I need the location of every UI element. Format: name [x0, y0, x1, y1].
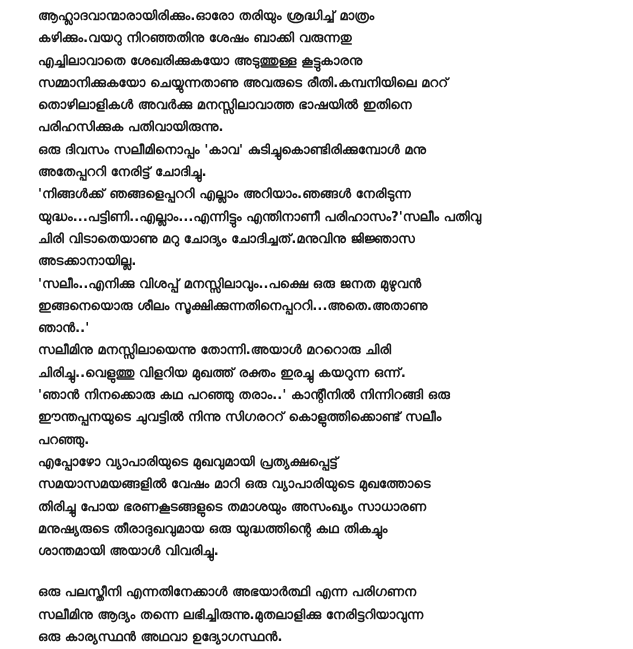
text-line: യുദ്ധം...പട്ടിണി..എല്ലാം...എന്നിട്ടും എന്തിനാണീ പരിഹാസം?'സലീം പതിവു [38, 209, 482, 225]
paragraph-3 [38, 184, 598, 273]
text-line: ഒരു കാര്യസ്ഥൻ അഥവാ ഉദ്യോഗസ്ഥൻ. [38, 630, 283, 646]
text-line: 'നിങ്ങൾക്ക് ഞങ്ങളെപ്പററി എല്ലാം അറിയാം.ഞങ്ങൾ നേരിടുന്ന [38, 187, 411, 203]
text-line: ഞാൻ..' [38, 321, 90, 337]
text-line: ഈന്തപ്പനയുടെ ചുവട്ടിൽ നിന്നു സിഗരററ് കൊളുത്തിക്കൊണ്ട് സലീം [38, 410, 442, 426]
text-line: ഇങ്ങനെയൊരു ശീലം സൂക്ഷിക്കുന്നതിനെപ്പററി...അതെ.അതാണു [38, 298, 428, 314]
text-line: ആഹ്ലാദവാന്മാരായിരിക്കും.ഓരോ തരിയും ശ്രദ്ധിച്ച് മാത്രം [38, 9, 375, 24]
text-line: എച്ചിലാവാതെ ശേഖരിക്കുകയോ അടുത്തുള്ള കൂട്ടുകാരനു [38, 53, 363, 69]
text-line: സമ്മാനിക്കുകയോ ചെയ്യുന്നതാണു അവരുടെ രീതി.കമ്പനിയിലെ മററ് [38, 75, 449, 91]
text-line: 'സലീം..എനിക്കു വിശപ്പ് മനസ്സിലാവും..പക്ഷെ ഒരു ജനത മുഴുവൻ [38, 276, 422, 292]
text-line: ചിരിച്ചു..വെളുത്തു വിളറിയ മുഖത്ത് രക്തം ഇരച്ചു കയറുന്ന ഒന്ന്. [38, 365, 406, 381]
text-line: പരിഹസിക്കുക പതിവായിരുന്നു. [38, 120, 224, 136]
text-line: എപ്പോഴോ വ്യാപാരിയുടെ മുഖവുമായി പ്രത്യക്ഷപ്പെട്ട് [38, 454, 339, 470]
text-line: ശാന്തമായി അയാൾ വിവരിച്ചു. [38, 544, 219, 560]
text-line: സലീമിനു മനസ്സിലായെന്നു തോന്നി.അയാൾ മററൊരു ചിരി [38, 343, 392, 359]
text-line: പറഞ്ഞു. [38, 432, 90, 448]
text-line: സലീമിനു ആദ്യം തന്നെ ലഭിച്ചിരുന്നു.മുതലാളിക്കു നേരിട്ടറിയാവുന്ന [38, 607, 424, 623]
text-line: ഒരു പലസ്തീനി എന്നതിനേക്കാൾ അഭയാർത്ഥി എന്ന പരിഗണന [38, 585, 417, 601]
text-line: 'ഞാൻ നിനക്കൊരു കഥ പറഞ്ഞു തരാം..' കാന്റീനിൽ നിന്നിറങ്ങി ഒരു [38, 388, 451, 404]
text-line: തൊഴിലാളികൾ അവർക്കു മനസ്സിലാവാത്ത ഭാഷയിൽ ഇതിനെ [38, 98, 412, 114]
text-line: മനുഷ്യരുടെ തീരാദുഖവുമായ ഒരു യുദ്ധത്തിന്റെ കഥ തികച്ചും [38, 521, 388, 537]
paragraph-5 [38, 340, 598, 451]
text-line: ചിരി വിടാതെയാണു മറു ചോദ്യം ചോദിച്ചത്.മനുവിനു ജിജ്ഞാസ [38, 231, 415, 247]
text-line: അതേപ്പററി നേരിട്ട് ചോദിച്ചു. [38, 165, 207, 181]
text-line: അടക്കാനായില്ല. [38, 254, 137, 270]
paragraph-1 [38, 6, 598, 140]
paragraph-6 [38, 452, 598, 563]
text-line: സമയാസമയങ്ങളിൽ വേഷം മാറി ഒരു വ്യാപാരിയുടെ മുഖത്തോടെ [38, 477, 431, 493]
document-page [38, 6, 598, 649]
paragraph-gap [38, 563, 598, 582]
paragraph-7 [38, 582, 598, 649]
paragraph-2 [38, 140, 598, 185]
text-line: തിരിച്ചു പോയ ഭരണകൂടങ്ങളുടെ തമാശയും അസംഖ്യം സാധാരണ [38, 499, 427, 515]
text-line: കഴിക്കും.വയറു നിറഞ്ഞതിനു ശേഷം ബാക്കി വരുന്നതു [38, 31, 352, 47]
paragraph-4 [38, 274, 598, 341]
text-line: ഒരു ദിവസം സലീമിനൊപ്പം 'കാവ' കുടിച്ചുകൊണ്ടിരിക്കുമ്പോൾ മനു [38, 142, 427, 158]
